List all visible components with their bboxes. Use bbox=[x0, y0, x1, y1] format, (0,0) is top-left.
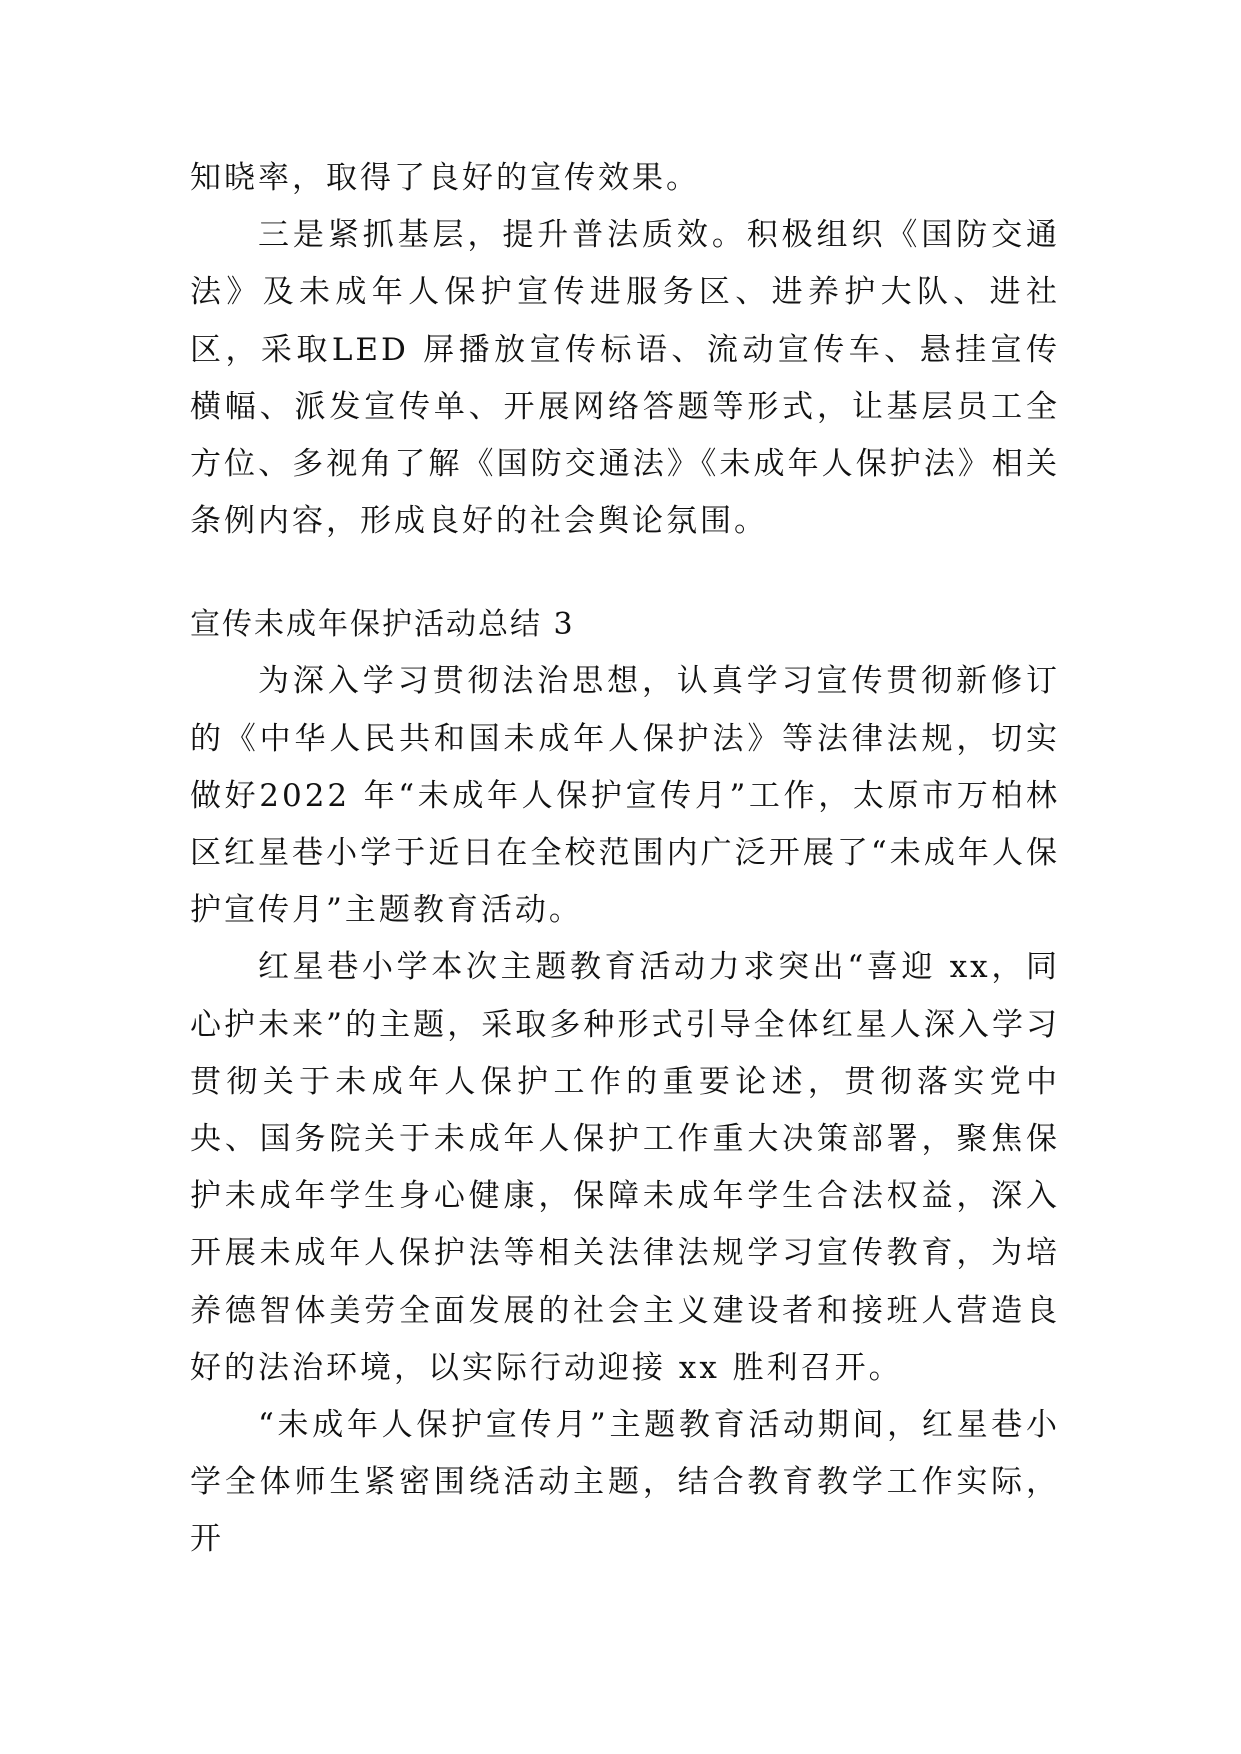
section-spacer bbox=[190, 550, 1060, 596]
paragraph-intro: 为深入学习贯彻法治思想，认真学习宣传贯彻新修订的《中华人民共和国未成年人保护法》等法律法规，切实做好2022 年“未成年人保护宣传月”工作，太原市万柏林区红星巷小学于近日在全校范围内广泛开展了“未成年人保护宣传月”主题教育活动。 bbox=[190, 663, 1060, 929]
document-body bbox=[190, 150, 1060, 1569]
section-heading: 宣传未成年保护活动总结 3 bbox=[190, 607, 575, 643]
paragraph-activity-period: “未成年人保护宣传月”主题教育活动期间，红星巷小学全体师生紧密围绕活动主题，结合教育教学工作实际，开 bbox=[190, 1407, 1060, 1558]
paragraph-continuation: 知晓率，取得了良好的宣传效果。 bbox=[190, 160, 700, 196]
paragraph-theme: 红星巷小学本次主题教育活动力求突出“喜迎 xx，同心护未来”的主题，采取多种形式引导全体红星人深入学习贯彻关于未成年人保护工作的重要论述，贯彻落实党中央、国务院关于未成年人保护工作重大决策部署，聚焦保护未成年学生身心健康，保障未成年学生合法权益，深入开展未成年人保护法等相关法律法规学习宣传教育，为培养德智体美劳全面发展的社会主义建设者和接班人营造良好的法治环境，以实际行动迎接 xx 胜利召开。 bbox=[190, 949, 1060, 1386]
paragraph-grassroots: 三是紧抓基层，提升普法质效。积极组织《国防交通法》及未成年人保护宣传进服务区、进养护大队、进社区，采取LED 屏播放宣传标语、流动宣传车、悬挂宣传横幅、派发宣传单、开展网络答题等形式，让基层员工全方位、多视角了解《国防交通法》《未成年人保护法》相关条例内容，形成良好的社会舆论氛围。 bbox=[190, 217, 1060, 540]
